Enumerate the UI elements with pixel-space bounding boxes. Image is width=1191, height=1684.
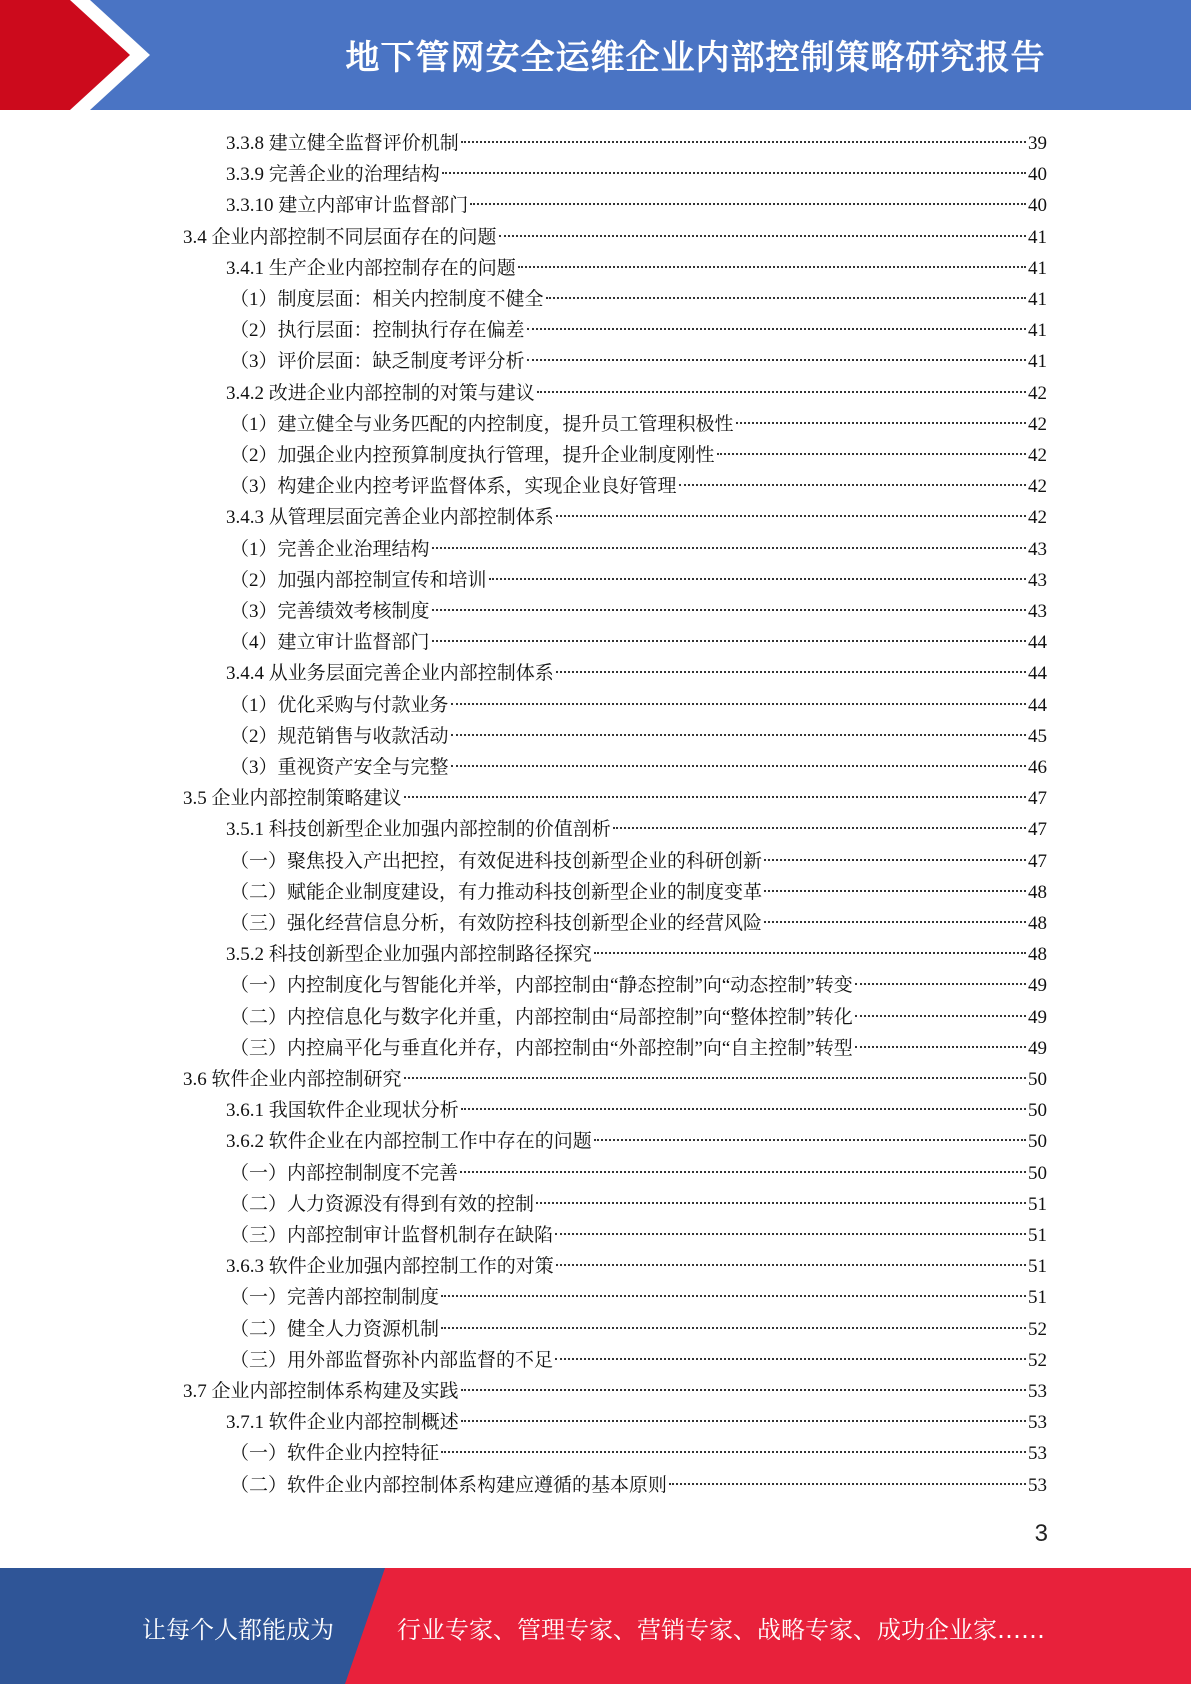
toc-entry-label: （二）赋能企业制度建设，有力推动科技创新型企业的制度变革 xyxy=(230,881,763,903)
toc-entry[interactable] xyxy=(230,1189,1047,1220)
toc-entry[interactable] xyxy=(230,534,1047,565)
toc-entry[interactable] xyxy=(230,1033,1047,1064)
toc-leader-dots xyxy=(613,827,1026,829)
toc-entry[interactable] xyxy=(183,222,1047,253)
toc-leader-dots xyxy=(451,734,1026,736)
toc-entry[interactable] xyxy=(226,502,1047,533)
toc-entry[interactable] xyxy=(230,1345,1047,1376)
toc-leader-dots xyxy=(441,1451,1026,1453)
toc-leader-dots xyxy=(527,359,1026,361)
toc-entry-label: 3.6.2 软件企业在内部控制工作中存在的问题 xyxy=(226,1131,592,1153)
toc-leader-dots xyxy=(764,859,1026,861)
toc-entry-label: （一）聚焦投入产出把控，有效促进科技创新型企业的科研创新 xyxy=(230,850,763,872)
toc-leader-dots xyxy=(461,1108,1026,1110)
toc-leader-dots xyxy=(470,203,1026,205)
toc-entry-label: （二）健全人力资源机制 xyxy=(230,1318,440,1340)
page-number: 3 xyxy=(1034,1520,1048,1547)
toc-entry-label: （1）建立健全与业务匹配的内控制度，提升员工管理积极性 xyxy=(230,413,734,435)
toc-leader-dots xyxy=(432,640,1026,642)
toc-leader-dots xyxy=(441,1327,1026,1329)
toc-entry-page: 50 xyxy=(1028,1100,1047,1122)
toc-entry-page: 48 xyxy=(1028,944,1047,966)
toc-entry-label: （3）构建企业内控考评监督体系，实现企业良好管理 xyxy=(230,476,677,498)
toc-entry-page: 51 xyxy=(1028,1256,1047,1278)
toc-leader-dots xyxy=(527,328,1026,330)
toc-entry-label: （一）软件企业内控特征 xyxy=(230,1443,440,1465)
toc-leader-dots xyxy=(546,297,1026,299)
toc-entry-label: 3.3.10 建立内部审计监督部门 xyxy=(226,195,469,217)
toc-entry-page: 48 xyxy=(1028,913,1047,934)
toc-entry[interactable] xyxy=(183,1064,1047,1095)
toc-entry[interactable] xyxy=(230,346,1047,377)
toc-entry-label: 3.4.1 生产企业内部控制存在的问题 xyxy=(226,257,516,279)
page-footer xyxy=(0,1568,1191,1684)
toc-entry-page: 43 xyxy=(1028,538,1047,560)
toc-entry-page: 45 xyxy=(1028,725,1047,747)
toc-entry-label: （2）规范销售与收款活动 xyxy=(230,725,449,747)
toc-entry[interactable] xyxy=(230,284,1047,315)
toc-entry[interactable] xyxy=(230,1314,1047,1345)
toc-entry[interactable] xyxy=(226,190,1047,221)
toc-entry-page: 48 xyxy=(1028,881,1047,903)
toc-entry-label: 3.3.8 建立健全监督评价机制 xyxy=(226,133,459,154)
toc-leader-dots xyxy=(489,578,1026,580)
toc-leader-dots xyxy=(432,609,1026,611)
toc-entry-label: （二）内控信息化与数字化并重，内部控制由“局部控制”向“整体控制”转化 xyxy=(230,1006,853,1028)
toc-leader-dots xyxy=(518,266,1026,268)
toc-entry-label: 3.7 企业内部控制体系构建及实践 xyxy=(183,1381,459,1402)
toc-entry-page: 53 xyxy=(1028,1443,1047,1465)
toc-entry[interactable] xyxy=(230,752,1047,783)
toc-entry[interactable] xyxy=(230,877,1047,908)
toc-entry-label: （1）制度层面：相关内控制度不健全 xyxy=(230,289,544,310)
toc-entry-page: 39 xyxy=(1028,133,1047,154)
toc-entry-label: （一）内控制度化与智能化并举，内部控制由“静态控制”向“动态控制”转变 xyxy=(230,975,853,997)
toc-entry[interactable] xyxy=(226,814,1047,845)
toc-entry-label: （2）加强企业内控预算制度执行管理，提升企业制度刚性 xyxy=(230,445,715,466)
toc-leader-dots xyxy=(499,235,1026,237)
toc-leader-dots xyxy=(717,453,1026,455)
toc-leader-dots xyxy=(764,921,1026,923)
toc-leader-dots xyxy=(669,1483,1026,1485)
toc-entry-label: （一）内部控制制度不完善 xyxy=(230,1162,459,1184)
toc-leader-dots xyxy=(404,796,1026,798)
toc-entry-label: （3）重视资产安全与完整 xyxy=(230,757,449,778)
toc-entry-page: 47 xyxy=(1028,819,1047,841)
toc-leader-dots xyxy=(855,1015,1026,1017)
toc-entry-page: 52 xyxy=(1028,1318,1047,1340)
toc-entry-label: （一）完善内部控制制度 xyxy=(230,1287,440,1309)
toc-entry[interactable] xyxy=(226,1251,1047,1282)
toc-entry[interactable] xyxy=(230,970,1047,1001)
toc-leader-dots xyxy=(536,1202,1026,1204)
toc-entry-page: 53 xyxy=(1028,1381,1047,1402)
page-header xyxy=(0,0,1191,110)
toc-entry-page: 42 xyxy=(1028,382,1047,404)
toc-entry[interactable] xyxy=(230,1002,1047,1033)
toc-entry-label: 3.6.3 软件企业加强内部控制工作的对策 xyxy=(226,1256,554,1278)
toc-entry[interactable] xyxy=(230,1470,1047,1501)
toc-leader-dots xyxy=(442,172,1026,174)
toc-entry[interactable] xyxy=(226,939,1047,970)
toc-entry-page: 49 xyxy=(1028,975,1047,997)
toc-entry[interactable] xyxy=(230,908,1047,939)
toc-entry-label: （二）人力资源没有得到有效的控制 xyxy=(230,1193,535,1215)
report-title: 地下管网安全运维企业内部控制策略研究报告 xyxy=(345,38,1046,78)
toc-leader-dots xyxy=(556,671,1026,673)
toc-entry[interactable] xyxy=(226,378,1047,409)
toc-entry[interactable] xyxy=(226,1126,1047,1157)
toc-entry[interactable] xyxy=(230,721,1047,752)
toc-entry-page: 41 xyxy=(1028,226,1047,248)
toc-entry[interactable] xyxy=(230,627,1047,658)
toc-entry-page: 46 xyxy=(1028,757,1047,778)
toc-entry-label: （2）加强内部控制宣传和培训 xyxy=(230,569,487,591)
toc-entry-label: （2）执行层面：控制执行存在偏差 xyxy=(230,320,525,342)
toc-entry-page: 40 xyxy=(1028,164,1047,186)
toc-entry[interactable] xyxy=(226,159,1047,190)
toc-leader-dots xyxy=(404,1077,1026,1079)
toc-entry-page: 41 xyxy=(1028,320,1047,342)
toc-entry[interactable] xyxy=(230,471,1047,502)
toc-entry[interactable] xyxy=(230,1158,1047,1189)
toc-entry-label: 3.6.1 我国软件企业现状分析 xyxy=(226,1100,459,1122)
toc-entry[interactable] xyxy=(183,783,1047,814)
toc-entry-page: 42 xyxy=(1028,507,1047,529)
toc-entry-label: （1）优化采购与付款业务 xyxy=(230,694,449,716)
toc-entry-label: （4）建立审计监督部门 xyxy=(230,632,430,654)
toc-entry-page: 47 xyxy=(1028,850,1047,872)
toc-leader-dots xyxy=(594,1139,1026,1141)
toc-entry-page: 43 xyxy=(1028,569,1047,591)
toc-entry-page: 50 xyxy=(1028,1162,1047,1184)
toc-entry[interactable] xyxy=(230,1438,1047,1469)
toc-entry[interactable] xyxy=(226,128,1047,159)
toc-leader-dots xyxy=(461,1389,1026,1391)
toc-leader-dots xyxy=(451,765,1026,767)
toc-entry[interactable] xyxy=(230,690,1047,721)
toc-entry-label: （1）完善企业治理结构 xyxy=(230,538,430,560)
toc-entry-page: 42 xyxy=(1028,476,1047,498)
toc-entry[interactable] xyxy=(230,565,1047,596)
toc-entry-label: （三）用外部监督弥补内部监督的不足 xyxy=(230,1349,554,1371)
toc-leader-dots xyxy=(764,890,1026,892)
toc-leader-dots xyxy=(537,391,1026,393)
toc-leader-dots xyxy=(736,422,1026,424)
toc-entry-page: 51 xyxy=(1028,1287,1047,1309)
toc-leader-dots xyxy=(555,1358,1026,1360)
toc-entry-page: 41 xyxy=(1028,289,1047,310)
toc-leader-dots xyxy=(855,983,1026,985)
toc-entry[interactable] xyxy=(230,315,1047,346)
toc-entry-page: 51 xyxy=(1028,1193,1047,1215)
toc-leader-dots xyxy=(461,1420,1026,1422)
toc-entry-page: 53 xyxy=(1028,1412,1047,1434)
toc-entry-page: 49 xyxy=(1028,1006,1047,1028)
toc-entry-label: （二）软件企业内部控制体系构建应遵循的基本原则 xyxy=(230,1474,668,1496)
toc-leader-dots xyxy=(555,1233,1026,1235)
toc-entry-page: 51 xyxy=(1028,1225,1047,1246)
toc-entry-label: 3.4.3 从管理层面完善企业内部控制体系 xyxy=(226,507,554,529)
toc-leader-dots xyxy=(441,1295,1026,1297)
toc-leader-dots xyxy=(556,515,1026,517)
toc-leader-dots xyxy=(556,1264,1026,1266)
toc-entry-label: （三）内部控制审计监督机制存在缺陷 xyxy=(230,1225,554,1246)
toc-leader-dots xyxy=(461,141,1026,143)
toc-entry-page: 40 xyxy=(1028,195,1047,217)
toc-entry-label: （3）评价层面：缺乏制度考评分析 xyxy=(230,351,525,373)
toc-entry-page: 50 xyxy=(1028,1069,1047,1090)
footer-slogan: 让每个人都能成为 xyxy=(142,1616,334,1644)
toc-entry[interactable] xyxy=(230,1220,1047,1251)
toc-entry-page: 44 xyxy=(1028,632,1047,654)
toc-entry-page: 44 xyxy=(1028,663,1047,685)
toc-entry-label: 3.5.1 科技创新型企业加强内部控制的价值剖析 xyxy=(226,819,611,841)
toc-entry-label: 3.6 软件企业内部控制研究 xyxy=(183,1069,402,1090)
toc-entry-label: 3.7.1 软件企业内部控制概述 xyxy=(226,1412,459,1434)
toc-entry-label: 3.4.2 改进企业内部控制的对策与建议 xyxy=(226,382,535,404)
toc-entry[interactable] xyxy=(226,658,1047,689)
toc-entry-label: 3.5.2 科技创新型企业加强内部控制路径探究 xyxy=(226,944,592,966)
toc-entry[interactable] xyxy=(226,1095,1047,1126)
toc-entry-label: 3.4 企业内部控制不同层面存在的问题 xyxy=(183,226,497,248)
toc-entry[interactable] xyxy=(230,440,1047,471)
toc-entry-page: 41 xyxy=(1028,351,1047,373)
toc-entry-page: 47 xyxy=(1028,788,1047,810)
toc-entry[interactable] xyxy=(230,846,1047,877)
toc-entry-page: 50 xyxy=(1028,1131,1047,1153)
toc-leader-dots xyxy=(451,703,1026,705)
toc-entry[interactable] xyxy=(183,1376,1047,1407)
toc-leader-dots xyxy=(679,484,1026,486)
toc-entry[interactable] xyxy=(226,253,1047,284)
toc-entry[interactable] xyxy=(230,1282,1047,1313)
toc-entry-page: 42 xyxy=(1028,445,1047,466)
toc-entry[interactable] xyxy=(226,1407,1047,1438)
toc-entry-page: 43 xyxy=(1028,601,1047,622)
toc-leader-dots xyxy=(594,952,1026,954)
toc-entry-page: 42 xyxy=(1028,413,1047,435)
toc-leader-dots xyxy=(855,1046,1026,1048)
toc-entry-page: 52 xyxy=(1028,1349,1047,1371)
toc-entry-page: 41 xyxy=(1028,257,1047,279)
toc-entry[interactable] xyxy=(230,409,1047,440)
toc-entry-label: （3）完善绩效考核制度 xyxy=(230,601,430,622)
toc-leader-dots xyxy=(432,547,1026,549)
toc-entry-page: 53 xyxy=(1028,1474,1047,1496)
toc-entry-label: （三）强化经营信息分析，有效防控科技创新型企业的经营风险 xyxy=(230,913,763,934)
footer-roles: 行业专家、管理专家、营销专家、战略专家、成功企业家…… xyxy=(397,1616,1045,1644)
toc-entry-label: （三）内控扁平化与垂直化并存，内部控制由“外部控制”向“自主控制”转型 xyxy=(230,1037,853,1059)
toc-entry-page: 49 xyxy=(1028,1037,1047,1059)
toc-leader-dots xyxy=(460,1171,1026,1173)
toc-entry-label: 3.4.4 从业务层面完善企业内部控制体系 xyxy=(226,663,554,685)
toc-entry-label: 3.5 企业内部控制策略建议 xyxy=(183,788,402,810)
toc-entry-label: 3.3.9 完善企业的治理结构 xyxy=(226,164,440,186)
toc-entry[interactable] xyxy=(230,596,1047,627)
toc-entry-page: 44 xyxy=(1028,694,1047,716)
